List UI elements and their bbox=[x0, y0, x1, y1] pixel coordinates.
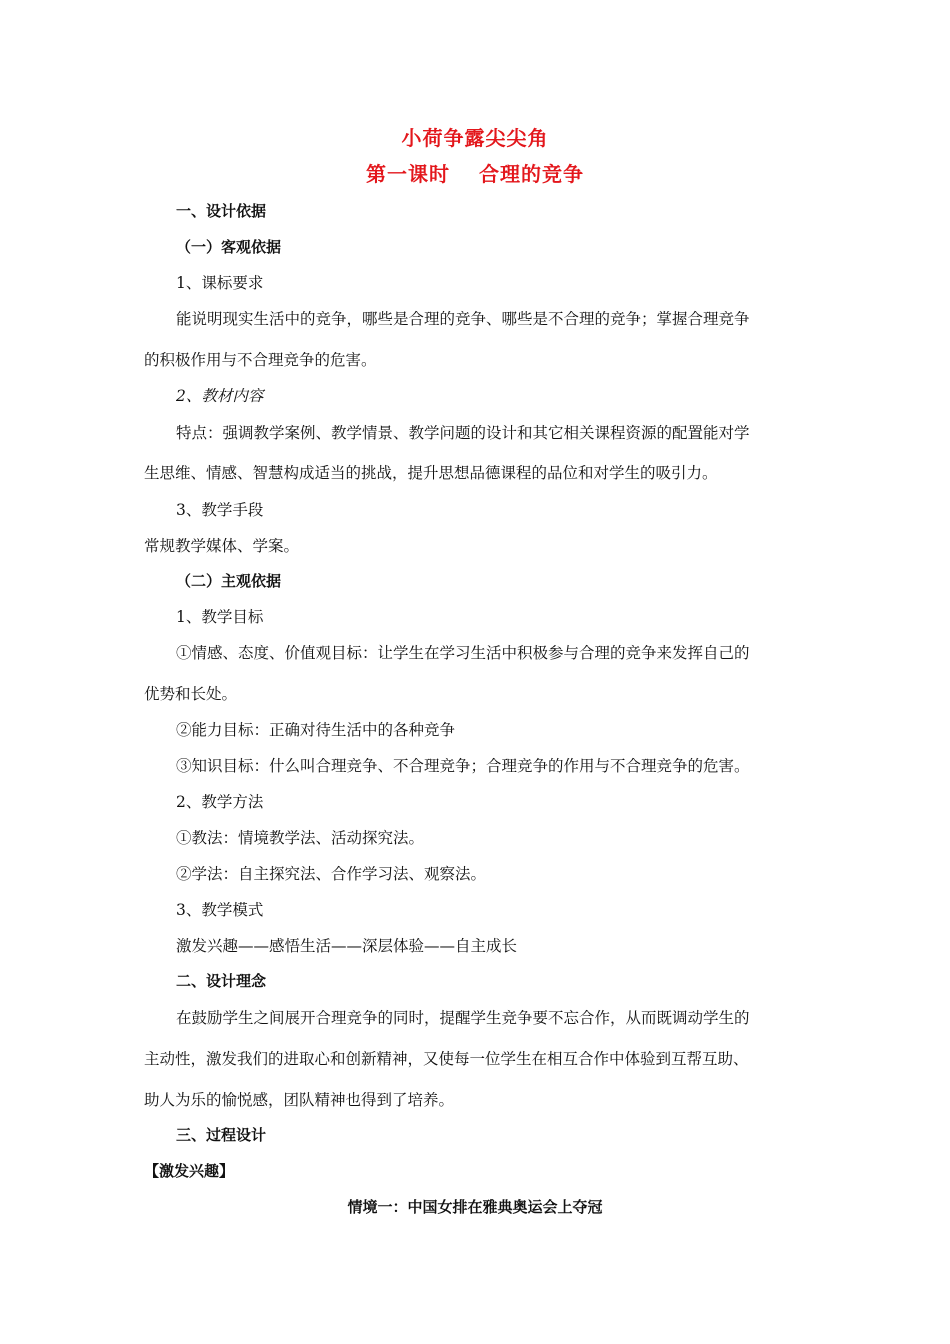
document-subtitle: 第一课时 合理的竞争 bbox=[366, 162, 584, 186]
paragraph-line: 的积极作用与不合理竞争的危害。 bbox=[144, 351, 377, 369]
paragraph-line: ①教法：情境教学法、活动探究法。 bbox=[176, 829, 425, 847]
paragraph-line: 能说明现实生活中的竞争，哪些是合理的竞争、哪些是不合理的竞争；掌握合理竞争 bbox=[176, 310, 750, 328]
item-heading-mode: 3、教学模式 bbox=[176, 901, 264, 919]
item-heading-goals: 1、教学目标 bbox=[176, 608, 264, 626]
section-heading-concept: 二、设计理念 bbox=[176, 972, 267, 990]
item-heading-means: 3、教学手段 bbox=[176, 501, 264, 519]
paragraph-line: 助人为乐的愉悦感，团队精神也得到了培养。 bbox=[144, 1091, 455, 1109]
paragraph-line: 优势和长处。 bbox=[144, 685, 238, 703]
paragraph-line: 常规教学媒体、学案。 bbox=[144, 537, 300, 555]
document-title: 小荷争露尖尖角 bbox=[401, 126, 549, 150]
section-heading-design-basis: 一、设计依据 bbox=[176, 202, 267, 220]
section-heading-process: 三、过程设计 bbox=[176, 1126, 267, 1144]
paragraph-line: 主动性，激发我们的进取心和创新精神，又使每一位学生在相互合作中体验到互帮互助、 bbox=[144, 1050, 749, 1068]
paragraph-line: 特点：强调教学案例、教学情景、教学问题的设计和其它相关课程资源的配置能对学 bbox=[176, 424, 750, 442]
subsection-heading-subjective: （二）主观依据 bbox=[176, 572, 282, 590]
paragraph-line: ①情感、态度、价值观目标：让学生在学习生活中积极参与合理的竞争来发挥自己的 bbox=[176, 644, 750, 662]
item-heading-textbook: 2、教材内容 bbox=[176, 387, 264, 405]
item-heading-methods: 2、教学方法 bbox=[176, 793, 264, 811]
item-heading-curriculum: 1、课标要求 bbox=[176, 274, 264, 292]
paragraph-line: 在鼓励学生之间展开合理竞争的同时，提醒学生竞争要不忘合作，从而既调动学生的 bbox=[176, 1009, 750, 1027]
scenario-heading: 情境一：中国女排在雅典奥运会上夺冠 bbox=[347, 1198, 603, 1216]
paragraph-line: ②能力目标：正确对待生活中的各种竞争 bbox=[176, 721, 456, 739]
paragraph-line: 生思维、情感、智慧构成适当的挑战，提升思想品德课程的品位和对学生的吸引力。 bbox=[144, 464, 718, 482]
paragraph-line: 激发兴趣——感悟生活——深层体验——自主成长 bbox=[176, 937, 518, 955]
paragraph-line: ③知识目标：什么叫合理竞争、不合理竞争；合理竞争的作用与不合理竞争的危害。 bbox=[176, 757, 750, 775]
subsection-heading-objective: （一）客观依据 bbox=[176, 238, 282, 256]
bracket-heading-stimulate: 【激发兴趣】 bbox=[144, 1162, 235, 1180]
paragraph-line: ②学法：自主探究法、合作学习法、观察法。 bbox=[176, 865, 487, 883]
